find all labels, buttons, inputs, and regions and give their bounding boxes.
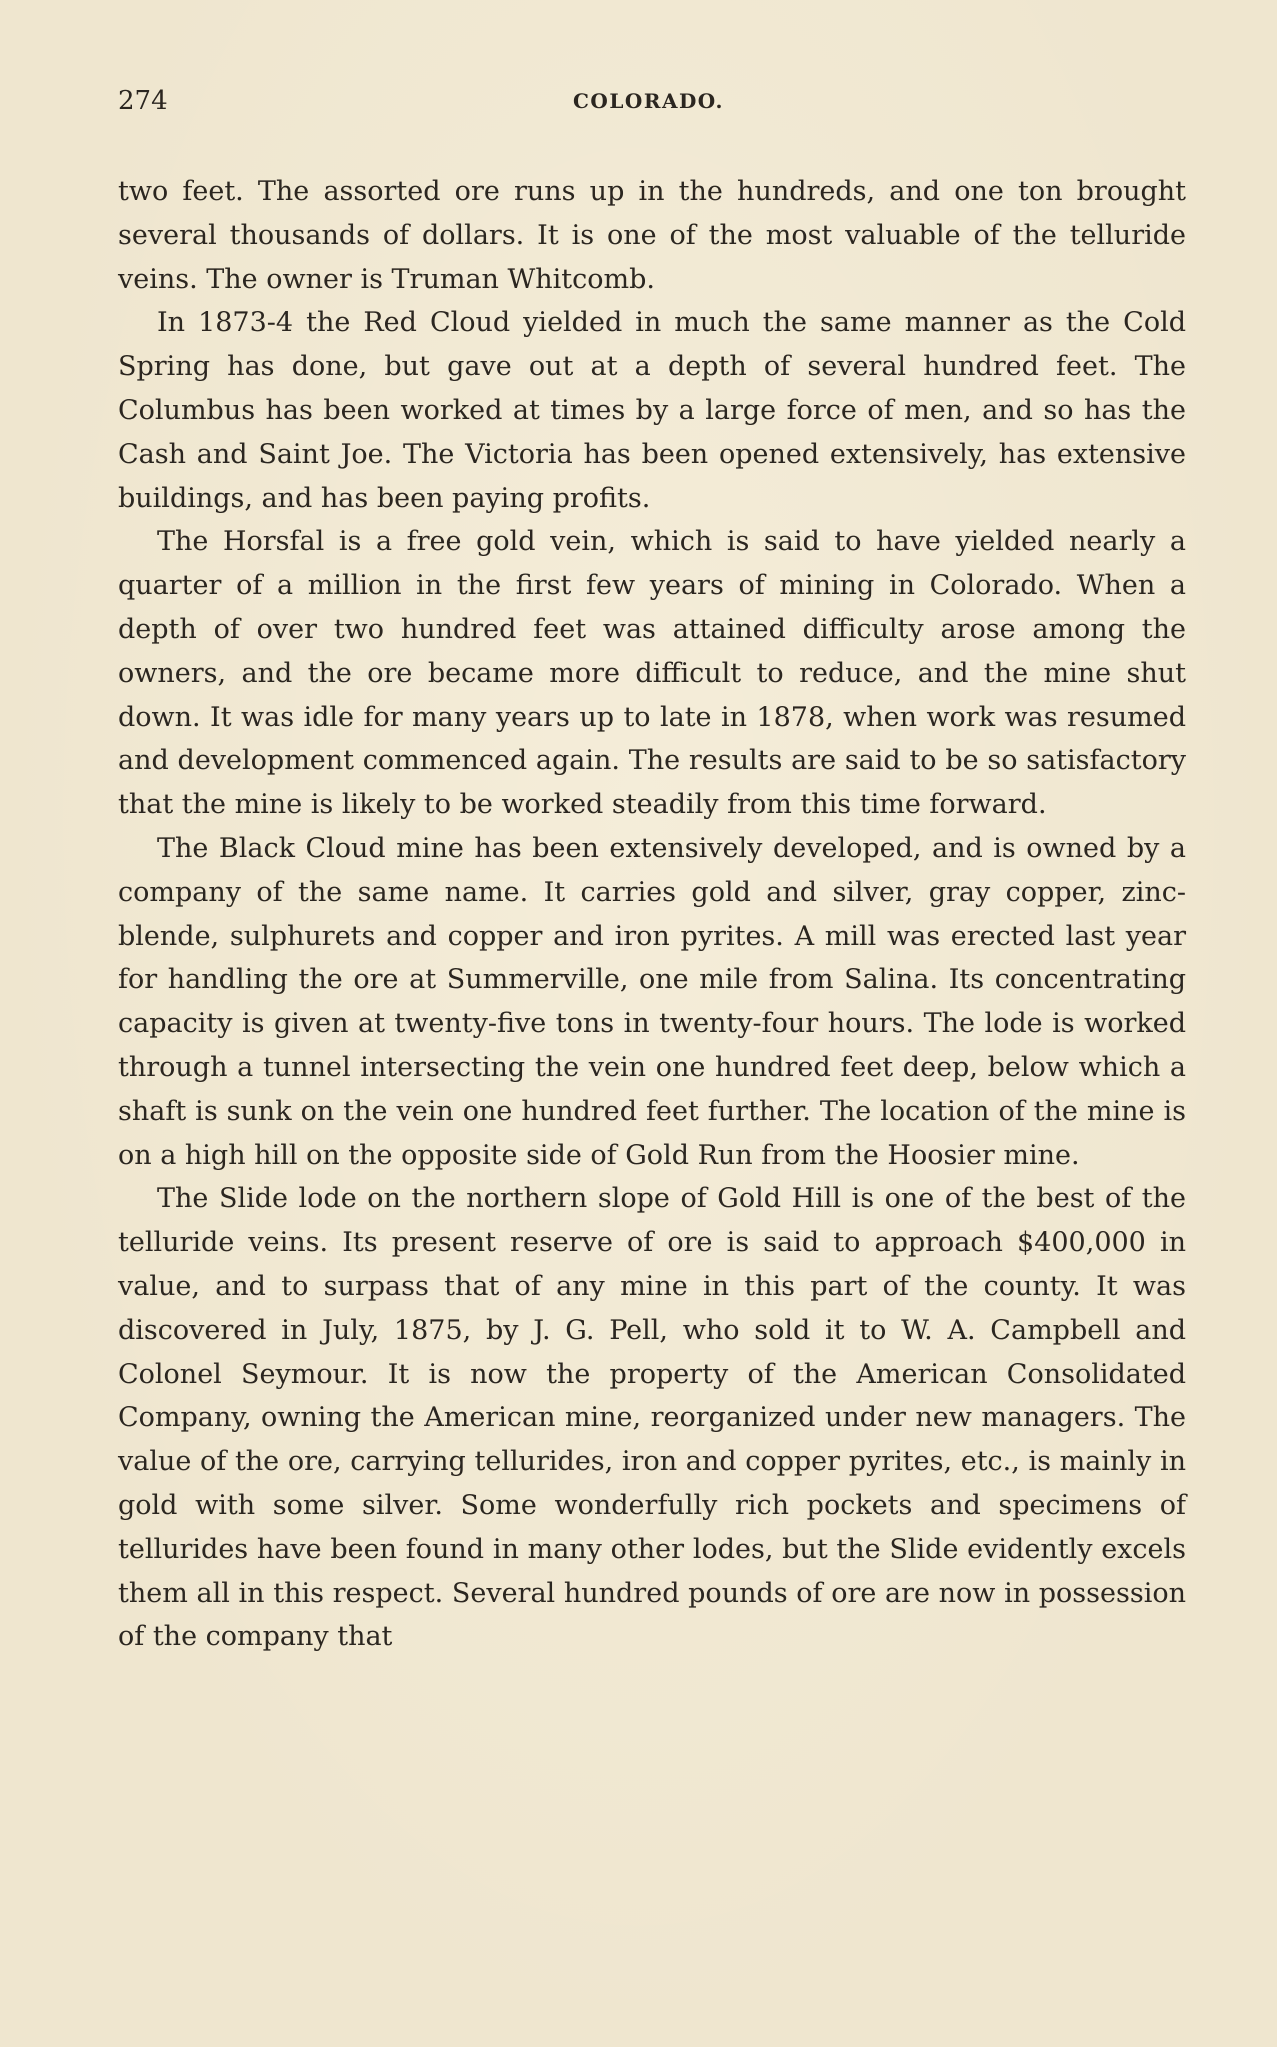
body-text <box>118 170 1186 1659</box>
running-head: COLORADO. <box>573 89 725 113</box>
paragraph-horsfal: The Horsfal is a free gold vein, which is said to have yielded nearly a quarter of a million in the first few years of mining in Colorado. When a depth of over two hundred feet was attained difficulty arose among the owners, and the ore became more difficult to reduce, and the mine shut down. It was idle for many years up to late in 1878, when work was resumed and development commenced again. The results are said to be so satisfactory that the mine is likely to be worked steadily from this time forward. <box>118 526 1186 821</box>
page-header <box>118 86 1186 126</box>
paragraph-continued: two feet. The assorted ore runs up in the hundreds, and one ton brought several thousands of dollars. It is one of the most valuable of the telluride veins. The owner is Truman Whitcomb. <box>118 176 1186 295</box>
paragraph-black-cloud: The Black Cloud mine has been extensively developed, and is owned by a company of the same name. It carries gold and silver, gray copper, zinc-blende, sulphurets and copper and iron pyrites. A mill was erected last year for handling the ore at Summerville, one mile from Salina. Its concentrating capacity is given at twenty-five tons in twenty-four hours. The lode is worked through a tunnel intersecting the vein one hundred feet deep, below which a shaft is sunk on the vein one hundred feet further. The location of the mine is on a high hill on the opposite side of Gold Run from the Hoosier mine. <box>118 832 1186 1171</box>
page-number: 274 <box>118 86 168 116</box>
paragraph-slide-lode: The Slide lode on the northern slope of Gold Hill is one of the best of the telluride veins. Its present reserve of ore is said to approach $400,000 in value, and to surpass that of any mine in this part of the county. It was discovered in July, 1875, by J. G. Pell, who sold it to W. A. Campbell and Colonel Seymour. It is now the property of the American Consolidated Company, owning the American mine, reorganized under new managers. The value of the ore, carrying tellurides, iron and copper pyrites, etc., is mainly in gold with some silver. Some wonderfully rich pockets and specimens of tellurides have been found in many other lodes, but the Slide evidently excels them all in this respect. Several hundred pounds of ore are now in possession of the company that <box>118 1183 1186 1653</box>
paragraph-red-cloud: In 1873-4 the Red Cloud yielded in much the same manner as the Cold Spring has done, but gave out at a depth of several hundred feet. The Columbus has been worked at times by a large force of men, and so has the Cash and Saint Joe. The Victoria has been opened extensively, has extensive buildings, and has been paying profits. <box>118 307 1186 514</box>
